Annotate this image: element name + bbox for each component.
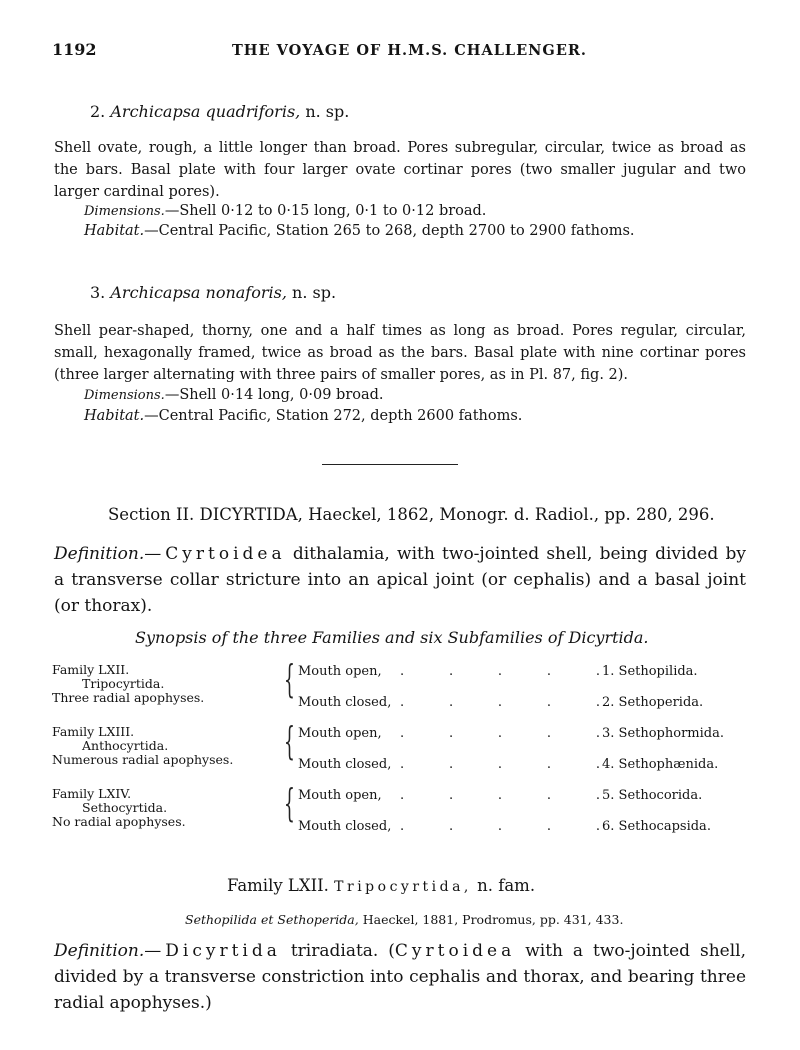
running-title: THE VOYAGE OF H.M.S. CHALLENGER. bbox=[232, 42, 587, 59]
dimensions-label: Dimensions. bbox=[84, 388, 165, 403]
section-divider bbox=[322, 464, 458, 465]
species-dimensions bbox=[84, 387, 384, 403]
leader-dots: . . . . . bbox=[400, 757, 600, 772]
species-heading bbox=[90, 283, 336, 302]
definition-term: —Cyrtoidea bbox=[144, 544, 286, 564]
row-result: 5. Sethocorida. bbox=[602, 788, 703, 803]
row-result: 2. Sethoperida. bbox=[602, 695, 704, 710]
definition-text: with a two-jointed shell, divided by a transverse constriction into cephalis and thorax, and bearing three radial apophyses.) bbox=[54, 941, 746, 1013]
definition-term: —Dicyrtida bbox=[144, 941, 281, 961]
definition-term-2: Cyrtoidea bbox=[394, 941, 516, 961]
family-heading-prefix: Family LXII. bbox=[227, 876, 329, 895]
row-label: Mouth closed, bbox=[298, 819, 392, 834]
family-heading-name: Tripocyrtida, bbox=[334, 879, 472, 895]
species-description: Shell pear-shaped, thorny, one and a half times as long as broad. Pores regular, circular, small, hexagonally framed, twice as broad as the bars. Basal plate with nine cortinar pores (three larger alternating with three pairs of smaller pores, as in Pl. 87, fig. 2). bbox=[54, 323, 746, 383]
synopsis-title: Synopsis of the three Families and six Subfamilies of Dicyrtida. bbox=[135, 628, 649, 647]
row-result: 4. Sethophænida. bbox=[602, 757, 719, 772]
synonyms-names: Sethopilida et Sethoperida, bbox=[185, 912, 359, 927]
family-name: Family LXII. bbox=[52, 662, 130, 677]
page-number: 1192 bbox=[52, 40, 97, 59]
family-definition bbox=[54, 938, 746, 1016]
species-habitat bbox=[84, 223, 635, 239]
brace-icon: { bbox=[284, 657, 295, 701]
row-label: Mouth closed, bbox=[298, 757, 392, 772]
row-result: 1. Sethopilida. bbox=[602, 664, 698, 679]
synopsis-family bbox=[52, 725, 233, 767]
family-note: No radial apophyses. bbox=[52, 814, 186, 829]
family-synonyms bbox=[185, 912, 623, 927]
family-heading bbox=[227, 876, 535, 895]
family-note: Numerous radial apophyses. bbox=[52, 752, 234, 767]
species-habitat bbox=[84, 408, 522, 424]
synopsis-family bbox=[52, 663, 204, 705]
family-heading-suffix: n. fam. bbox=[477, 876, 536, 895]
habitat-label: Habitat. bbox=[84, 223, 145, 239]
habitat-text: —Central Pacific, Station 272, depth 2600 fathoms. bbox=[144, 408, 523, 424]
leader-dots: . . . . . bbox=[400, 819, 600, 834]
species-description: Shell ovate, rough, a little longer than broad. Pores subregular, circular, twice as broad as the bars. Basal plate with four larger ovate cortinar pores (two smaller jugular and two larger cardinal pores). bbox=[54, 140, 746, 200]
species-dimensions bbox=[84, 203, 486, 219]
dimensions-text: —Shell 0·14 long, 0·09 broad. bbox=[164, 387, 384, 403]
row-result: 6. Sethocapsida. bbox=[602, 819, 711, 834]
row-result: 3. Sethophormida. bbox=[602, 726, 724, 741]
dimensions-label: Dimensions. bbox=[84, 204, 165, 219]
definition-label: Definition. bbox=[54, 941, 145, 961]
brace-icon: { bbox=[284, 719, 295, 763]
section-heading: Section II. DICYRTIDA, Haeckel, 1862, Monogr. d. Radiol., pp. 280, 296. bbox=[108, 505, 715, 524]
family-taxon: Anthocyrtida. bbox=[82, 738, 169, 753]
species-status: n. sp. bbox=[305, 102, 350, 121]
habitat-text: —Central Pacific, Station 265 to 268, depth 2700 to 2900 fathoms. bbox=[144, 223, 635, 239]
species-name: Archicapsa nonaforis, bbox=[110, 283, 287, 302]
row-label: Mouth open, bbox=[298, 726, 382, 741]
leader-dots: . . . . . bbox=[400, 664, 600, 679]
brace-icon: { bbox=[284, 781, 295, 825]
synonyms-reference: Haeckel, 1881, Prodromus, pp. 431, 433. bbox=[362, 912, 624, 927]
family-taxon: Sethocyrtida. bbox=[82, 800, 168, 815]
habitat-label: Habitat. bbox=[84, 408, 145, 424]
leader-dots: . . . . . bbox=[400, 695, 600, 710]
section-definition bbox=[54, 541, 746, 619]
definition-label: Definition. bbox=[54, 544, 145, 564]
definition-mid: triradiata. ( bbox=[290, 941, 395, 961]
species-number: 2. bbox=[90, 102, 106, 121]
row-label: Mouth open, bbox=[298, 664, 382, 679]
family-note: Three radial apophyses. bbox=[52, 690, 205, 705]
family-name: Family LXIII. bbox=[52, 724, 135, 739]
row-label: Mouth closed, bbox=[298, 695, 392, 710]
family-taxon: Tripocyrtida. bbox=[82, 676, 165, 691]
row-label: Mouth open, bbox=[298, 788, 382, 803]
leader-dots: . . . . . bbox=[400, 788, 600, 803]
species-heading bbox=[90, 102, 349, 121]
family-name: Family LXIV. bbox=[52, 786, 132, 801]
species-number: 3. bbox=[90, 283, 106, 302]
dimensions-text: —Shell 0·12 to 0·15 long, 0·1 to 0·12 broad. bbox=[164, 203, 487, 219]
definition-text: dithalamia, with two-jointed shell, being divided by a transverse collar stricture into an apical joint (or cephalis) and a basal joint (or thorax). bbox=[54, 544, 746, 616]
synopsis-family bbox=[52, 787, 186, 829]
species-status: n. sp. bbox=[292, 283, 337, 302]
species-name: Archicapsa quadriforis, bbox=[110, 102, 301, 121]
leader-dots: . . . . . bbox=[400, 726, 600, 741]
